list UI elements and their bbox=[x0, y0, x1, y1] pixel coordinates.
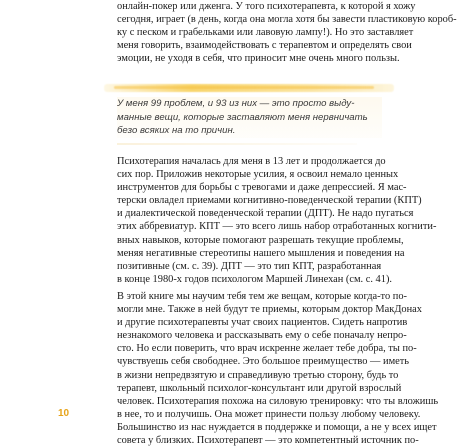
paragraph-3-line: чувствуешь себя свободнее. Это большое преимущество — иметь bbox=[117, 356, 410, 368]
paragraph-therapy-history bbox=[117, 155, 437, 286]
quote-line: манные вещи, которые заставляют меня нервничать bbox=[117, 111, 368, 123]
top-paragraph-line: ку с песком и грабельками или лавовую лампу!). Но это заставляет bbox=[117, 27, 414, 39]
quote-line: безо всяких на то причин. bbox=[117, 125, 236, 137]
quote-line: У меня 99 проблем, и 93 из них — это просто выду- bbox=[117, 98, 355, 109]
paragraph-2-line: этих аббревиатур. КПТ — это всего лишь набор отработанных когнити- bbox=[117, 221, 437, 233]
paragraph-3-line: Большинство из нас нуждается в поддержке и помощи, а не у всех ищет bbox=[117, 421, 437, 433]
paragraph-3-line: и другие психотерапевты учат своих пациентов. Сидеть напротив bbox=[117, 317, 408, 329]
paragraph-2-line: в конце 1980-х годов психологом Маршей Линехан (см. с. 41). bbox=[117, 273, 392, 285]
paragraph-2-line: инструментов для борьбы с тревогами и даже депрессией. Я мас- bbox=[117, 182, 407, 194]
paragraph-3-line: в жизни непредвзятую и справедливую третью сторону, будь то bbox=[117, 369, 399, 381]
paragraph-3-line: незнакомого человека и рассказывать ему о себе поначалу непро- bbox=[117, 330, 407, 342]
paragraph-2-line: меняя негативные стереотипы нашего мышления и поведения на bbox=[117, 247, 405, 259]
highlight-marker-stroke bbox=[104, 84, 394, 92]
paragraph-3-line: в нее, то и получишь. Она может принести пользу любому человеку. bbox=[117, 408, 421, 420]
paragraph-2-line: позитивные (см. с. 39). ДПТ — это тип КПТ, разработанная bbox=[117, 260, 382, 272]
page-number: 10 bbox=[58, 408, 70, 419]
paragraph-2-line: Психотерапия началась для меня в 13 лет и продолжается до bbox=[117, 156, 386, 167]
quote-divider bbox=[117, 143, 357, 145]
top-paragraph-line: эмоции, не уходя в себя, что приносит мне очень много пользы. bbox=[117, 53, 400, 65]
paragraph-2-line: сих пор. Приложив некоторые усилия, я освоил немало ценных bbox=[117, 169, 399, 181]
top-paragraph bbox=[117, 0, 457, 65]
paragraph-3-line: могли мне. Также в ней будут те приемы, которым доктор МакДонах bbox=[117, 304, 422, 316]
paragraph-3-line: терапевт, школьный психолог-консультант или другой взрослый bbox=[117, 382, 402, 394]
top-paragraph-line: онлайн-покер или дженга. У того психотерапевта, к которой я хожу bbox=[117, 1, 416, 12]
paragraph-2-line: вных навыков, которые помогают разрешать текущие проблемы, bbox=[117, 234, 404, 246]
paragraph-3-line: человек. Психотерапия похожа на силовую тренировку: что ты вложишь bbox=[117, 395, 439, 407]
paragraph-2-line: терски овладел приемами когнитивно-поведенческой терапии (КПТ) bbox=[117, 195, 422, 207]
top-paragraph-line: сегодня, играет (в день, когда она могла хотя бы завести пластиковую короб- bbox=[117, 14, 457, 26]
pull-quote bbox=[117, 97, 382, 138]
paragraph-3-line: совета у близких. Психотерапевт — это компетентный источник по- bbox=[117, 435, 419, 447]
paragraph-3-line: В этой книге мы научим тебя тем же вещам, которые когда-то по- bbox=[117, 291, 407, 302]
top-paragraph-line: меня говорить, взаимодействовать с терапевтом и определять свои bbox=[117, 40, 412, 52]
paragraph-book-purpose bbox=[117, 290, 439, 447]
paragraph-2-line: и диалектической поведенческой терапии (ДПТ). Не надо пугаться bbox=[117, 208, 414, 220]
paragraph-3-line: сто. Но если поверить, что врач искренне желает тебе добра, ты по- bbox=[117, 343, 417, 355]
